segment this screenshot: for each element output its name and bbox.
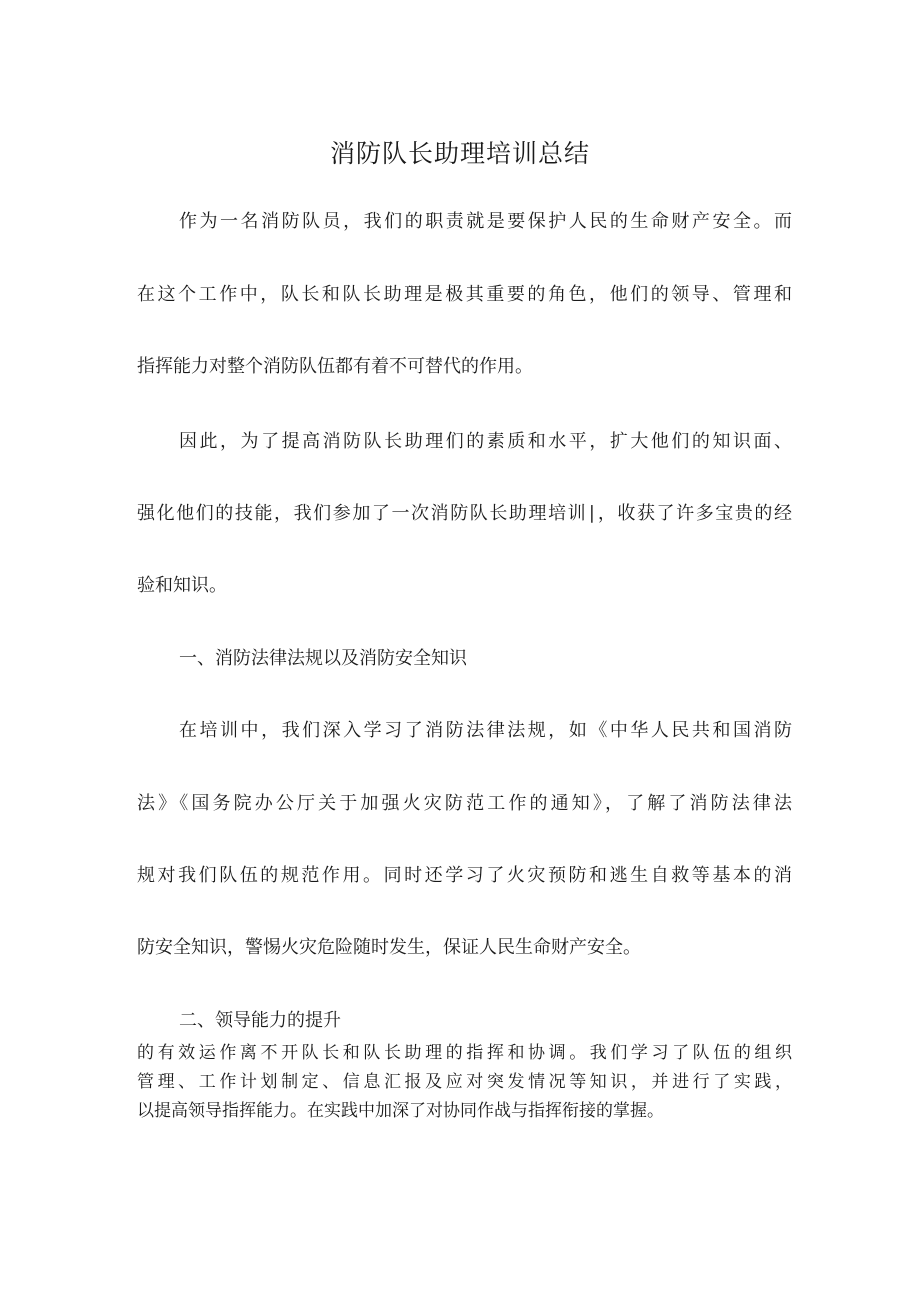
- paragraph-2-line-3: 验和知识。: [137, 575, 227, 596]
- paragraph-3-line-1: 在培训中，我们深入学习了消防法律法规，如《中华人民共和国消防: [179, 720, 792, 741]
- paragraph-4-line-2: 管理、工作计划制定、信息汇报及应对突发情况等知识，并进行了实践，: [137, 1072, 792, 1092]
- section-heading-1: 一、消防法律法规以及消防安全知识: [179, 648, 467, 669]
- paragraph-1-line-1: 作为一名消防队员，我们的职责就是要保护人民的生命财产安全。而: [179, 211, 792, 232]
- paragraph-4-line-3: 以提高领导指挥能力。在实践中加深了对协同作战与指挥衔接的掌握。: [137, 1101, 664, 1121]
- document-title: 消防队长助理培训总结: [329, 139, 590, 168]
- section-heading-2: 二、领导能力的提升: [179, 1010, 341, 1031]
- paragraph-3-line-3: 规对我们队伍的规范作用。同时还学习了火灾预防和逃生自救等基本的消: [137, 865, 792, 886]
- paragraph-4-line-1: 的有效运作离不开队长和队长助理的指挥和协调。我们学习了队伍的组织: [137, 1043, 792, 1063]
- paragraph-3-line-4: 防安全知识，警惕火灾危险随时发生，保证人民生命财产安全。: [137, 937, 641, 958]
- paragraph-1-line-2: 在这个工作中，队长和队长助理是极其重要的角色，他们的领导、管理和: [137, 284, 792, 305]
- paragraph-1-line-3: 指挥能力对整个消防队伍都有着不可替代的作用。: [137, 356, 533, 377]
- paragraph-2-line-1: 因此，为了提高消防队长助理们的素质和水平，扩大他们的知识面、: [179, 431, 792, 452]
- paragraph-2-line-2: 强化他们的技能，我们参加了一次消防队长助理培训∣，收获了许多宝贵的经: [137, 503, 792, 524]
- paragraph-3-line-2: 法》《国务院办公厅关于加强火灾防范工作的通知》，了解了消防法律法: [137, 793, 792, 814]
